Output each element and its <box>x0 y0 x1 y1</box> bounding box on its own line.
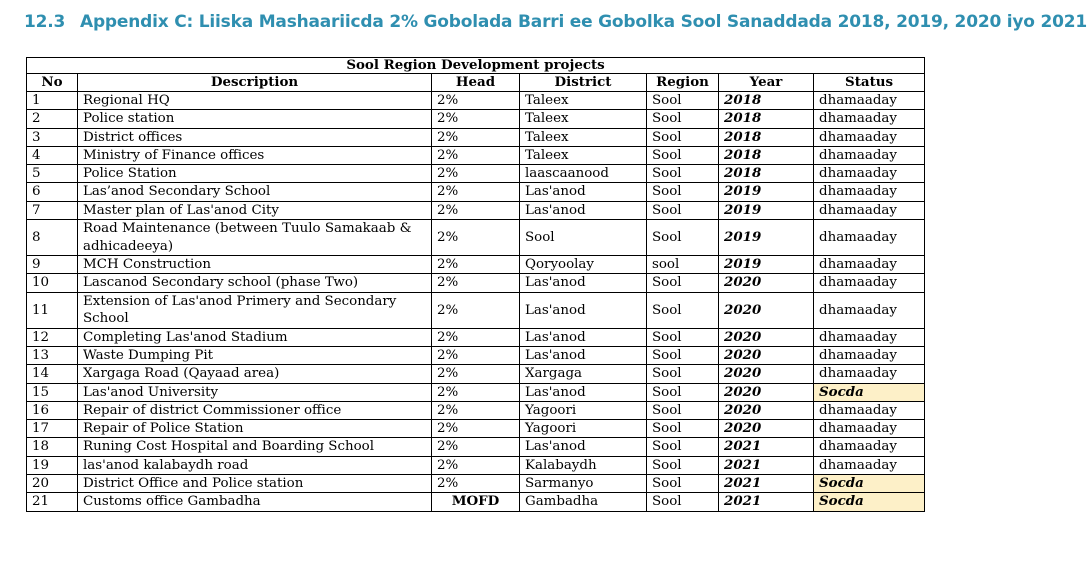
region-cell: Sool <box>647 365 719 383</box>
region-cell: Sool <box>647 274 719 292</box>
row-number-cell: 21 <box>27 493 78 511</box>
region-cell: Sool <box>647 128 719 146</box>
year-cell: 2020 <box>719 383 814 401</box>
year-cell: 2019 <box>719 183 814 201</box>
row-number-cell: 17 <box>27 420 78 438</box>
status-cell: dhamaaday <box>814 420 925 438</box>
budget-head-cell: 2% <box>432 110 520 128</box>
table-header-row <box>27 74 925 92</box>
region-cell: Sool <box>647 220 719 256</box>
table-row <box>27 128 925 146</box>
year-cell: 2018 <box>719 92 814 110</box>
projects-table <box>26 57 925 512</box>
row-number-cell: 18 <box>27 438 78 456</box>
district-cell: Las'anod <box>520 346 647 364</box>
district-cell: Xargaga <box>520 365 647 383</box>
project-description-cell: Master plan of Las'anod City <box>78 201 432 219</box>
year-cell: 2018 <box>719 128 814 146</box>
status-cell: Socda <box>814 383 925 401</box>
status-cell: dhamaaday <box>814 220 925 256</box>
section-number: 12.3 <box>24 12 66 32</box>
status-cell: Socda <box>814 493 925 511</box>
project-description-cell: Las’anod Secondary School <box>78 183 432 201</box>
region-cell: Sool <box>647 438 719 456</box>
status-cell: dhamaaday <box>814 146 925 164</box>
status-cell: dhamaaday <box>814 165 925 183</box>
status-cell: dhamaaday <box>814 438 925 456</box>
region-cell: Sool <box>647 292 719 328</box>
status-cell: dhamaaday <box>814 328 925 346</box>
row-number-cell: 12 <box>27 328 78 346</box>
district-cell: Taleex <box>520 110 647 128</box>
project-description-cell: Customs office Gambadha <box>78 493 432 511</box>
year-cell: 2019 <box>719 220 814 256</box>
project-description-cell: District offices <box>78 128 432 146</box>
year-cell: 2018 <box>719 110 814 128</box>
column-header-no: No <box>27 74 78 92</box>
column-header-head: Head <box>432 74 520 92</box>
project-description-cell: Lascanod Secondary school (phase Two) <box>78 274 432 292</box>
budget-head-cell: 2% <box>432 146 520 164</box>
project-description-cell: Extension of Las'anod Primery and Secondary School <box>78 292 432 328</box>
year-cell: 2021 <box>719 456 814 474</box>
region-cell: Sool <box>647 383 719 401</box>
year-cell: 2018 <box>719 146 814 164</box>
project-description-cell: MCH Construction <box>78 256 432 274</box>
district-cell: Las'anod <box>520 292 647 328</box>
column-header-description: Description <box>78 74 432 92</box>
year-cell: 2019 <box>719 201 814 219</box>
district-cell: Taleex <box>520 146 647 164</box>
table-row <box>27 328 925 346</box>
region-cell: Sool <box>647 146 719 164</box>
table-row <box>27 456 925 474</box>
row-number-cell: 8 <box>27 220 78 256</box>
status-cell: Socda <box>814 475 925 493</box>
district-cell: Las'anod <box>520 274 647 292</box>
section-heading <box>24 12 1087 32</box>
region-cell: Sool <box>647 346 719 364</box>
project-description-cell: Road Maintenance (between Tuulo Samakaab & adhicadeeya) <box>78 220 432 256</box>
district-cell: Kalabaydh <box>520 456 647 474</box>
budget-head-cell: 2% <box>432 365 520 383</box>
year-cell: 2020 <box>719 365 814 383</box>
region-cell: Sool <box>647 420 719 438</box>
district-cell: Las'anod <box>520 201 647 219</box>
budget-head-cell: 2% <box>432 256 520 274</box>
table-row <box>27 146 925 164</box>
budget-head-cell: 2% <box>432 475 520 493</box>
year-cell: 2019 <box>719 256 814 274</box>
region-cell: Sool <box>647 92 719 110</box>
district-cell: Las'anod <box>520 328 647 346</box>
year-cell: 2020 <box>719 292 814 328</box>
row-number-cell: 11 <box>27 292 78 328</box>
year-cell: 2020 <box>719 401 814 419</box>
project-description-cell: Waste Dumping Pit <box>78 346 432 364</box>
district-cell: Qoryoolay <box>520 256 647 274</box>
table-row <box>27 383 925 401</box>
table-caption-row <box>27 58 925 74</box>
row-number-cell: 7 <box>27 201 78 219</box>
budget-head-cell: 2% <box>432 456 520 474</box>
project-description-cell: las'anod kalabaydh road <box>78 456 432 474</box>
year-cell: 2021 <box>719 493 814 511</box>
district-cell: Sarmanyo <box>520 475 647 493</box>
column-header-district: District <box>520 74 647 92</box>
table-row <box>27 274 925 292</box>
district-cell: Gambadha <box>520 493 647 511</box>
table-row <box>27 201 925 219</box>
row-number-cell: 3 <box>27 128 78 146</box>
budget-head-cell: 2% <box>432 128 520 146</box>
row-number-cell: 4 <box>27 146 78 164</box>
table-row <box>27 256 925 274</box>
table-row <box>27 92 925 110</box>
district-cell: Taleex <box>520 128 647 146</box>
section-title: Appendix C: Liiska Mashaariicda 2% Gobolada Barri ee Gobolka Sool Sanaddada 2018, 2019, 2020 iyo 2021 <box>80 12 1087 32</box>
district-cell: Sool <box>520 220 647 256</box>
budget-head-cell: 2% <box>432 346 520 364</box>
table-row <box>27 346 925 364</box>
district-cell: Taleex <box>520 92 647 110</box>
row-number-cell: 9 <box>27 256 78 274</box>
column-header-year: Year <box>719 74 814 92</box>
project-description-cell: Xargaga Road (Qayaad area) <box>78 365 432 383</box>
year-cell: 2020 <box>719 328 814 346</box>
budget-head-cell: MOFD <box>432 493 520 511</box>
region-cell: Sool <box>647 110 719 128</box>
status-cell: dhamaaday <box>814 183 925 201</box>
budget-head-cell: 2% <box>432 201 520 219</box>
district-cell: laascaanood <box>520 165 647 183</box>
district-cell: Las'anod <box>520 183 647 201</box>
district-cell: Yagoori <box>520 401 647 419</box>
status-cell: dhamaaday <box>814 274 925 292</box>
row-number-cell: 1 <box>27 92 78 110</box>
budget-head-cell: 2% <box>432 292 520 328</box>
table-row <box>27 292 925 328</box>
project-description-cell: Runing Cost Hospital and Boarding School <box>78 438 432 456</box>
project-description-cell: Las'anod University <box>78 383 432 401</box>
year-cell: 2020 <box>719 346 814 364</box>
status-cell: dhamaaday <box>814 201 925 219</box>
project-description-cell: Regional HQ <box>78 92 432 110</box>
status-cell: dhamaaday <box>814 292 925 328</box>
table-row <box>27 475 925 493</box>
year-cell: 2020 <box>719 274 814 292</box>
table-row <box>27 420 925 438</box>
column-header-status: Status <box>814 74 925 92</box>
status-cell: dhamaaday <box>814 365 925 383</box>
table-row <box>27 220 925 256</box>
status-cell: dhamaaday <box>814 128 925 146</box>
project-description-cell: Ministry of Finance offices <box>78 146 432 164</box>
row-number-cell: 16 <box>27 401 78 419</box>
row-number-cell: 19 <box>27 456 78 474</box>
budget-head-cell: 2% <box>432 383 520 401</box>
project-description-cell: District Office and Police station <box>78 475 432 493</box>
table-row <box>27 183 925 201</box>
budget-head-cell: 2% <box>432 274 520 292</box>
row-number-cell: 10 <box>27 274 78 292</box>
project-description-cell: Completing Las'anod Stadium <box>78 328 432 346</box>
region-cell: Sool <box>647 456 719 474</box>
district-cell: Yagoori <box>520 420 647 438</box>
budget-head-cell: 2% <box>432 183 520 201</box>
row-number-cell: 15 <box>27 383 78 401</box>
budget-head-cell: 2% <box>432 165 520 183</box>
row-number-cell: 6 <box>27 183 78 201</box>
region-cell: Sool <box>647 475 719 493</box>
region-cell: sool <box>647 256 719 274</box>
status-cell: dhamaaday <box>814 456 925 474</box>
status-cell: dhamaaday <box>814 346 925 364</box>
project-description-cell: Police Station <box>78 165 432 183</box>
project-description-cell: Repair of Police Station <box>78 420 432 438</box>
district-cell: Las'anod <box>520 383 647 401</box>
row-number-cell: 5 <box>27 165 78 183</box>
region-cell: Sool <box>647 493 719 511</box>
table-body <box>27 92 925 512</box>
row-number-cell: 14 <box>27 365 78 383</box>
budget-head-cell: 2% <box>432 220 520 256</box>
region-cell: Sool <box>647 401 719 419</box>
column-header-region: Region <box>647 74 719 92</box>
status-cell: dhamaaday <box>814 256 925 274</box>
region-cell: Sool <box>647 328 719 346</box>
year-cell: 2018 <box>719 165 814 183</box>
budget-head-cell: 2% <box>432 438 520 456</box>
region-cell: Sool <box>647 183 719 201</box>
status-cell: dhamaaday <box>814 401 925 419</box>
status-cell: dhamaaday <box>814 110 925 128</box>
row-number-cell: 2 <box>27 110 78 128</box>
project-description-cell: Police station <box>78 110 432 128</box>
budget-head-cell: 2% <box>432 328 520 346</box>
row-number-cell: 13 <box>27 346 78 364</box>
district-cell: Las'anod <box>520 438 647 456</box>
year-cell: 2020 <box>719 420 814 438</box>
budget-head-cell: 2% <box>432 420 520 438</box>
status-cell: dhamaaday <box>814 92 925 110</box>
table-row <box>27 401 925 419</box>
table-row <box>27 365 925 383</box>
table-row <box>27 493 925 511</box>
table-row <box>27 438 925 456</box>
year-cell: 2021 <box>719 438 814 456</box>
year-cell: 2021 <box>719 475 814 493</box>
region-cell: Sool <box>647 165 719 183</box>
budget-head-cell: 2% <box>432 92 520 110</box>
table-caption: Sool Region Development projects <box>27 58 925 74</box>
row-number-cell: 20 <box>27 475 78 493</box>
table-row <box>27 110 925 128</box>
project-description-cell: Repair of district Commissioner office <box>78 401 432 419</box>
region-cell: Sool <box>647 201 719 219</box>
budget-head-cell: 2% <box>432 401 520 419</box>
table-row <box>27 165 925 183</box>
